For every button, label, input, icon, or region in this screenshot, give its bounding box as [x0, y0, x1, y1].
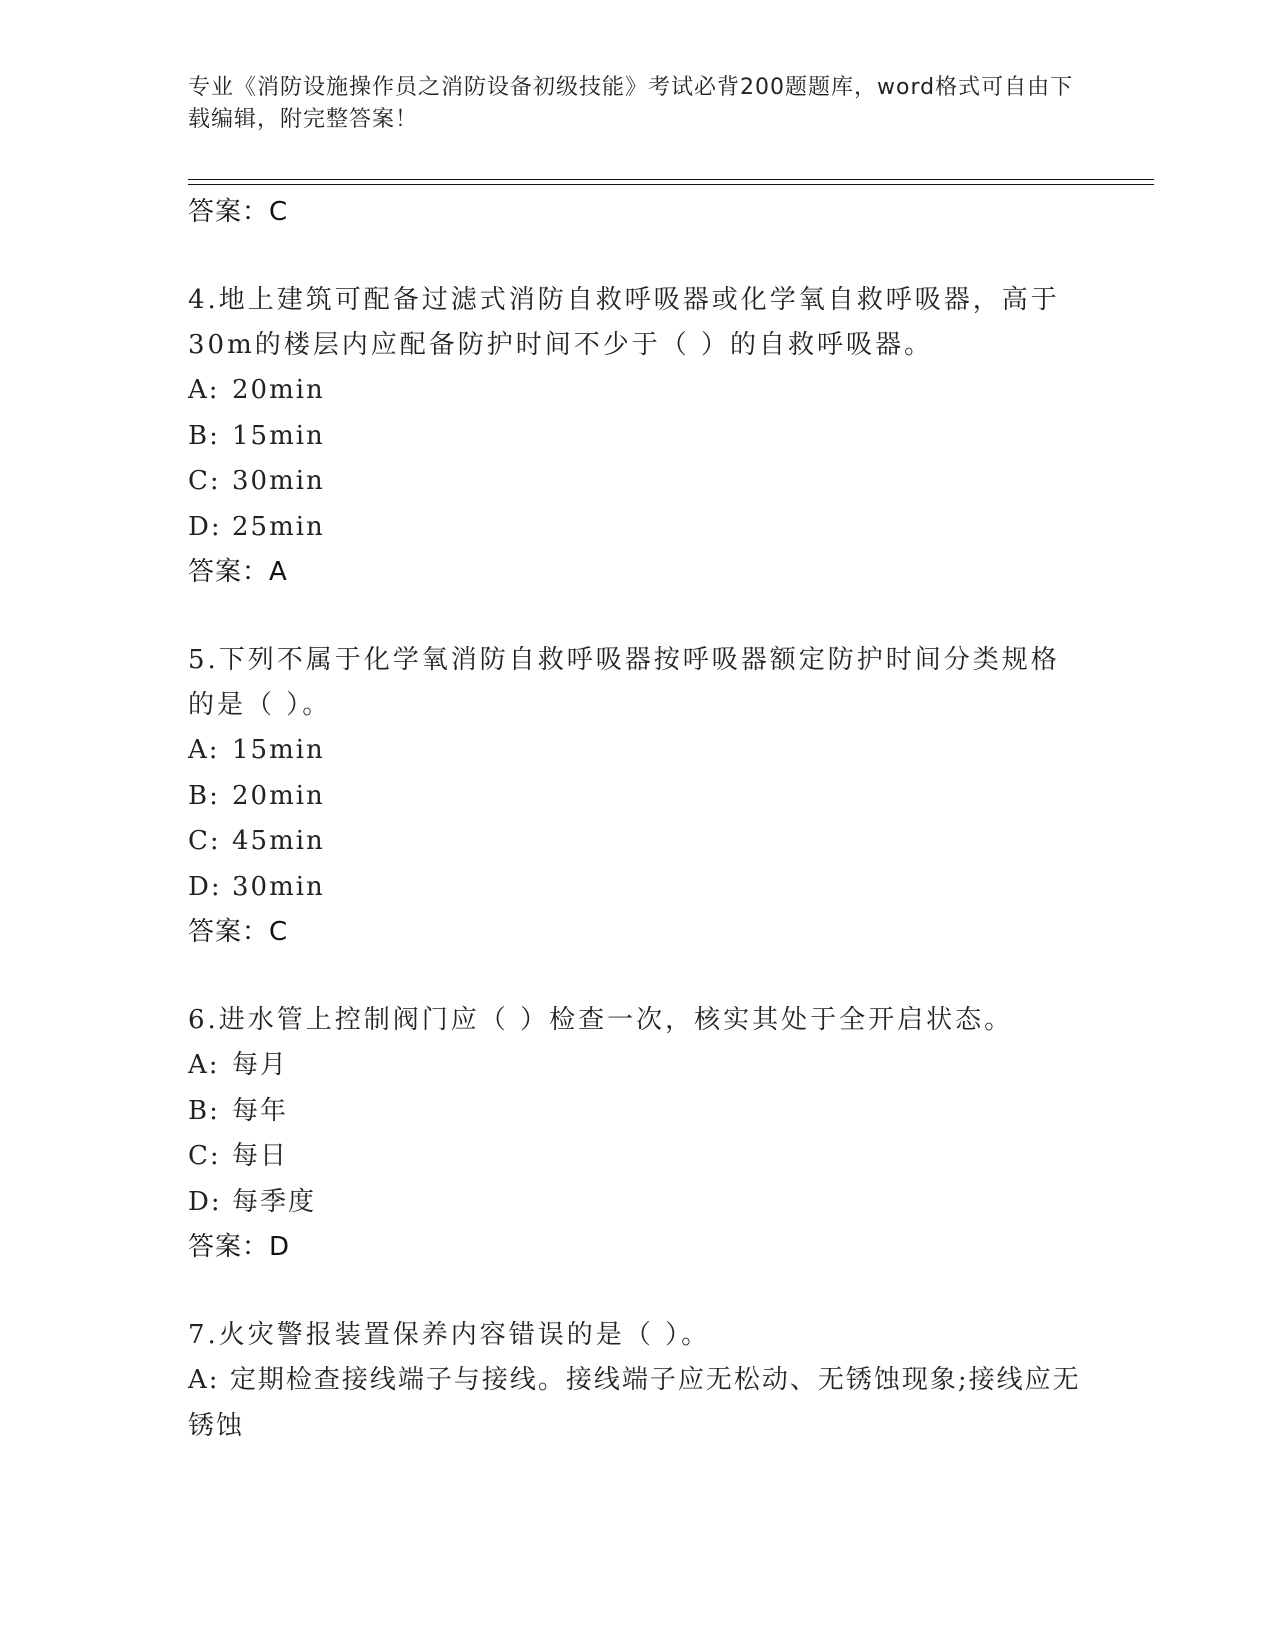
option-a — [188, 728, 1088, 774]
question-stem: 4.地上建筑可配备过滤式消防自救呼吸器或化学氧自救呼吸器，高于30m的楼层内应配备防护时间不少于（ ）的自救呼吸器。 — [188, 285, 1060, 360]
option-letter: A: — [188, 735, 220, 765]
question-item — [188, 998, 1088, 1269]
option-b — [188, 1089, 1088, 1135]
option-letter: D: — [188, 1186, 222, 1217]
option-a — [188, 368, 1088, 414]
option-d — [188, 865, 1088, 911]
option-text: 每日 — [232, 1141, 289, 1171]
option-text: 每年 — [232, 1095, 289, 1126]
option-a — [188, 1043, 1088, 1089]
option-text: 30min — [232, 871, 325, 902]
option-letter: C: — [188, 1141, 221, 1171]
answer-line: 答案：D — [188, 1232, 291, 1262]
option-text: 25min — [232, 511, 325, 542]
option-b — [188, 774, 1088, 820]
option-text: 每月 — [232, 1050, 289, 1080]
option-text: 每季度 — [232, 1186, 317, 1217]
answer-line: 答案：C — [188, 197, 289, 227]
option-letter: A: — [188, 1050, 220, 1080]
option-c — [188, 819, 1088, 865]
header-rule-bottom — [188, 184, 1154, 185]
option-text: 15min — [232, 420, 325, 451]
question-item — [188, 278, 1088, 594]
question-stem: 5.下列不属于化学氧消防自救呼吸器按呼吸器额定防护时间分类规格的是（ ）。 — [188, 645, 1060, 720]
option-text: 定期检查接线端子与接线。接线端子应无松动、无锈蚀现象;接线应无锈蚀 — [188, 1365, 1081, 1441]
option-text: 15min — [232, 735, 325, 765]
answer-line: 答案：A — [188, 557, 288, 587]
option-letter: A: — [188, 1365, 220, 1395]
option-text: 45min — [232, 826, 325, 856]
option-d — [188, 505, 1088, 551]
question-item — [188, 1313, 1088, 1449]
question-list — [188, 190, 1088, 1449]
option-letter: B: — [188, 1095, 220, 1126]
option-letter: B: — [188, 780, 220, 811]
header-text: 专业《消防设施操作员之消防设备初级技能》考试必背200题题库，word格式可自由下载编辑，附完整答案！ — [188, 75, 1074, 132]
option-letter: D: — [188, 871, 222, 902]
option-letter: B: — [188, 420, 220, 451]
question-stem: 6.进水管上控制阀门应（ ）检查一次，核实其处于全开启状态。 — [188, 1005, 1014, 1035]
option-text: 20min — [232, 375, 325, 405]
option-letter: A: — [188, 375, 220, 405]
question-item — [188, 638, 1088, 954]
option-d — [188, 1180, 1088, 1226]
option-b — [188, 414, 1088, 460]
option-letter: C: — [188, 826, 221, 856]
option-c — [188, 1134, 1088, 1180]
option-letter: D: — [188, 511, 222, 542]
header-rule-top — [188, 179, 1154, 180]
option-text: 30min — [232, 466, 325, 496]
option-a — [188, 1358, 1088, 1449]
option-letter: C: — [188, 466, 221, 496]
option-c — [188, 459, 1088, 505]
option-text: 20min — [232, 780, 325, 811]
answer-line: 答案：C — [188, 917, 289, 947]
question-stem: 7.火灾警报装置保养内容错误的是（ ）。 — [188, 1320, 711, 1350]
document-header — [188, 72, 1088, 136]
